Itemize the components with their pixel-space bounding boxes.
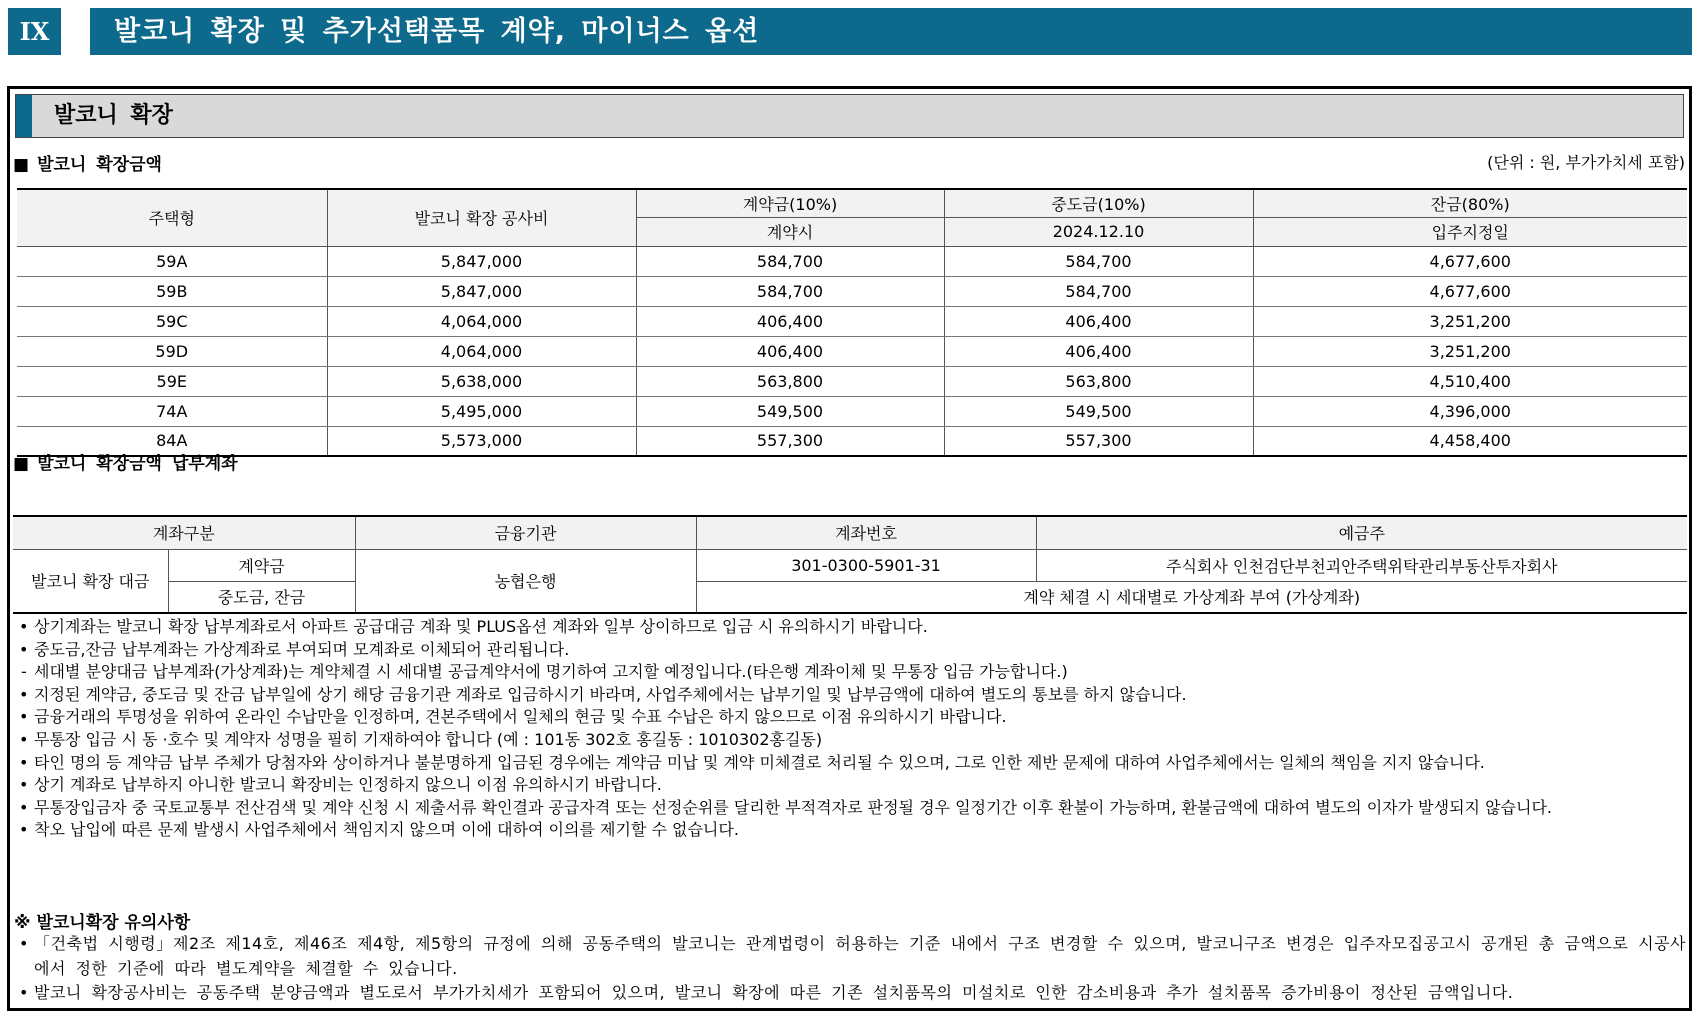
cell-balance: 3,251,200 [1253, 306, 1687, 336]
cell-cost: 5,638,000 [327, 366, 636, 396]
middle-when: 2024.12.10 [944, 217, 1253, 246]
col-header-bank: 금융기관 [355, 516, 696, 549]
chapter-number: IX [8, 8, 61, 55]
col-header-deposit: 계약금(10%) [636, 189, 944, 217]
col-header-holder: 예금주 [1036, 516, 1687, 549]
cell-deposit: 406,400 [636, 306, 944, 336]
list-item: • 타인 명의 등 계약금 납부 주체가 당첨자와 상이하거나 불분명하게 입금된 경우에는 계약금 미납 및 계약 미체결로 처리될 수 있으며, 그로 인한 제반 문제에 대하여 사업주체에서는 일체의 책임을 지지 않습니다. [19, 752, 1485, 772]
cell-middle: 584,700 [944, 276, 1253, 306]
cell-middle: 563,800 [944, 366, 1253, 396]
cell-deposit: 584,700 [636, 276, 944, 306]
cell-middle: 406,400 [944, 336, 1253, 366]
table-row [17, 306, 1687, 336]
table-row [13, 581, 1687, 613]
cell-balance: 4,510,400 [1253, 366, 1687, 396]
account-sub-deposit: 계약금 [168, 549, 355, 581]
list-item: • 무통장입금자 중 국토교통부 전산검색 및 계약 신청 시 제출서류 확인결과 공급자격 또는 선정순위를 달리한 부적격자로 판정될 경우 일정기간 이후 환불이 가능하며, 환불금액에 대하여 별도의 이자가 발생되지 않습니다. [19, 797, 1552, 817]
table-row [17, 246, 1687, 276]
account-sub-middle-balance: 중도금, 잔금 [168, 581, 355, 613]
col-header-type: 주택형 [17, 189, 327, 246]
col-header-cost: 발코니 확장 공사비 [327, 189, 636, 246]
list-item: • 금융거래의 투명성을 위하여 온라인 수납만을 인정하며, 견본주택에서 일체의 현금 및 수표 수납은 하지 않으므로 이점 유의하시기 바랍니다. [19, 707, 1007, 727]
caution-list [14, 932, 1686, 1006]
account-number: 301-0300-5901-31 [696, 549, 1036, 581]
cell-balance: 4,396,000 [1253, 396, 1687, 426]
cell-cost: 4,064,000 [327, 306, 636, 336]
cell-deposit: 563,800 [636, 366, 944, 396]
accounts-heading-text: 발코니 확장금액 납부계좌 [37, 454, 238, 474]
content-frame [7, 86, 1692, 1011]
account-table [13, 515, 1687, 614]
cell-balance: 4,677,600 [1253, 276, 1687, 306]
cell-cost: 5,847,000 [327, 246, 636, 276]
caution-heading: ※ 발코니확장 유의사항 [14, 913, 191, 933]
balance-when: 입주지정일 [1253, 217, 1687, 246]
section-title: 발코니 확장 [54, 103, 173, 128]
cell-middle: 406,400 [944, 306, 1253, 336]
cell-type: 59C [17, 306, 327, 336]
list-item: • 지정된 계약금, 중도금 및 잔금 납부일에 상기 해당 금융기관 계좌로 입금하시기 바라며, 사업주체에서는 납부기일 및 납부금액에 대하여 별도의 통보를 하지 않습니다. [19, 684, 1187, 704]
cell-middle: 584,700 [944, 246, 1253, 276]
table-row [17, 426, 1687, 456]
col-header-middle: 중도금(10%) [944, 189, 1253, 217]
list-item: • 중도금,잔금 납부계좌는 가상계좌로 부여되며 모계좌로 이체되어 관리됩니다. [19, 639, 570, 659]
cell-balance: 3,251,200 [1253, 336, 1687, 366]
cell-middle: 549,500 [944, 396, 1253, 426]
list-item: - 세대별 분양대금 납부계좌(가상계좌)는 계약체결 시 세대별 공급계약서에 명기하여 고지할 예정입니다.(타은행 계좌이체 및 무통장 입금 가능합니다.) [21, 662, 1068, 682]
cell-balance: 4,458,400 [1253, 426, 1687, 456]
virtual-account-note: 계약 체결 시 세대별로 가상계좌 부여 (가상계좌) [696, 581, 1687, 613]
list-item: • 상기계좌는 발코니 확장 납부계좌로서 아파트 공급대금 계좌 및 PLUS옵션 계좌와 일부 상이하므로 입금 시 유의하시기 바랍니다. [19, 617, 928, 636]
list-item: • 「건축법 시행령」제2조 제14호, 제46조 제4항, 제5항의 규정에 의해 공동주택의 발코니는 관계법령이 허용하는 기준 내에서 구조 변경할 수 있으며, 발코니구조 변경은 입주자모집공고시 공개된 총 금액으로 시공사에서 정한 기준에 따라 별도계약을 체결할 수 있습니다. [19, 934, 1686, 978]
cell-type: 59D [17, 336, 327, 366]
table-row [17, 336, 1687, 366]
cell-cost: 5,847,000 [327, 276, 636, 306]
cell-middle: 557,300 [944, 426, 1253, 456]
list-item: • 발코니 확장공사비는 공동주택 분양금액과 별도로서 부가가치세가 포함되어 있으며, 발코니 확장에 따른 기존 설치품목의 미설치로 인한 감소비용과 추가 설치품목 증가비용이 정산된 금액입니다. [19, 983, 1514, 1002]
cell-cost: 5,495,000 [327, 396, 636, 426]
cell-deposit: 549,500 [636, 396, 944, 426]
list-item: • 무통장 입금 시 동 ·호수 및 계약자 성명을 필히 기재하여야 합니다 (예 : 101동 302호 홍길동 : 1010302홍길동) [19, 729, 823, 749]
cell-type: 59A [17, 246, 327, 276]
accounts-heading [13, 449, 238, 474]
amounts-heading [13, 150, 162, 175]
table-row [17, 396, 1687, 426]
col-header-balance: 잔금(80%) [1253, 189, 1687, 217]
account-category-label: 발코니 확장 대금 [13, 549, 168, 613]
list-item: • 상기 계좌로 납부하지 아니한 발코니 확장비는 인정하지 않으니 이점 유의하시기 바랍니다. [19, 775, 662, 795]
deposit-when: 계약시 [636, 217, 944, 246]
square-bullet-icon: ■ [13, 454, 30, 474]
cell-deposit: 406,400 [636, 336, 944, 366]
unit-note: (단위 : 원, 부가가치세 포함) [1487, 153, 1685, 172]
col-header-category: 계좌구분 [13, 516, 355, 549]
cell-type: 74A [17, 396, 327, 426]
list-item: • 착오 납입에 따른 문제 발생시 사업주체에서 책임지지 않으며 이에 대하여 이의를 제기할 수 없습니다. [19, 820, 739, 840]
cell-deposit: 557,300 [636, 426, 944, 456]
amounts-heading-text: 발코니 확장금액 [37, 155, 162, 175]
table-header-row [13, 516, 1687, 549]
cell-balance: 4,677,600 [1253, 246, 1687, 276]
section-accent [16, 95, 32, 137]
table-row [13, 549, 1687, 581]
col-header-number: 계좌번호 [696, 516, 1036, 549]
table-header-row [17, 189, 1687, 217]
section-heading [15, 94, 1684, 138]
cell-cost: 5,573,000 [327, 426, 636, 456]
table-row [17, 366, 1687, 396]
balcony-amount-table [17, 188, 1687, 457]
cell-type: 84A [17, 426, 327, 456]
page-header [8, 8, 1692, 55]
cell-deposit: 584,700 [636, 246, 944, 276]
account-holder: 주식회사 인천검단부천괴안주택위탁관리부동산투자회사 [1036, 549, 1687, 581]
square-bullet-icon: ■ [13, 155, 30, 175]
cell-type: 59B [17, 276, 327, 306]
cell-cost: 4,064,000 [327, 336, 636, 366]
bank-name: 농협은행 [355, 549, 696, 613]
table-row [17, 276, 1687, 306]
chapter-title: 발코니 확장 및 추가선택품목 계약, 마이너스 옵션 [90, 8, 1692, 55]
notes-list [14, 616, 1686, 842]
cell-type: 59E [17, 366, 327, 396]
